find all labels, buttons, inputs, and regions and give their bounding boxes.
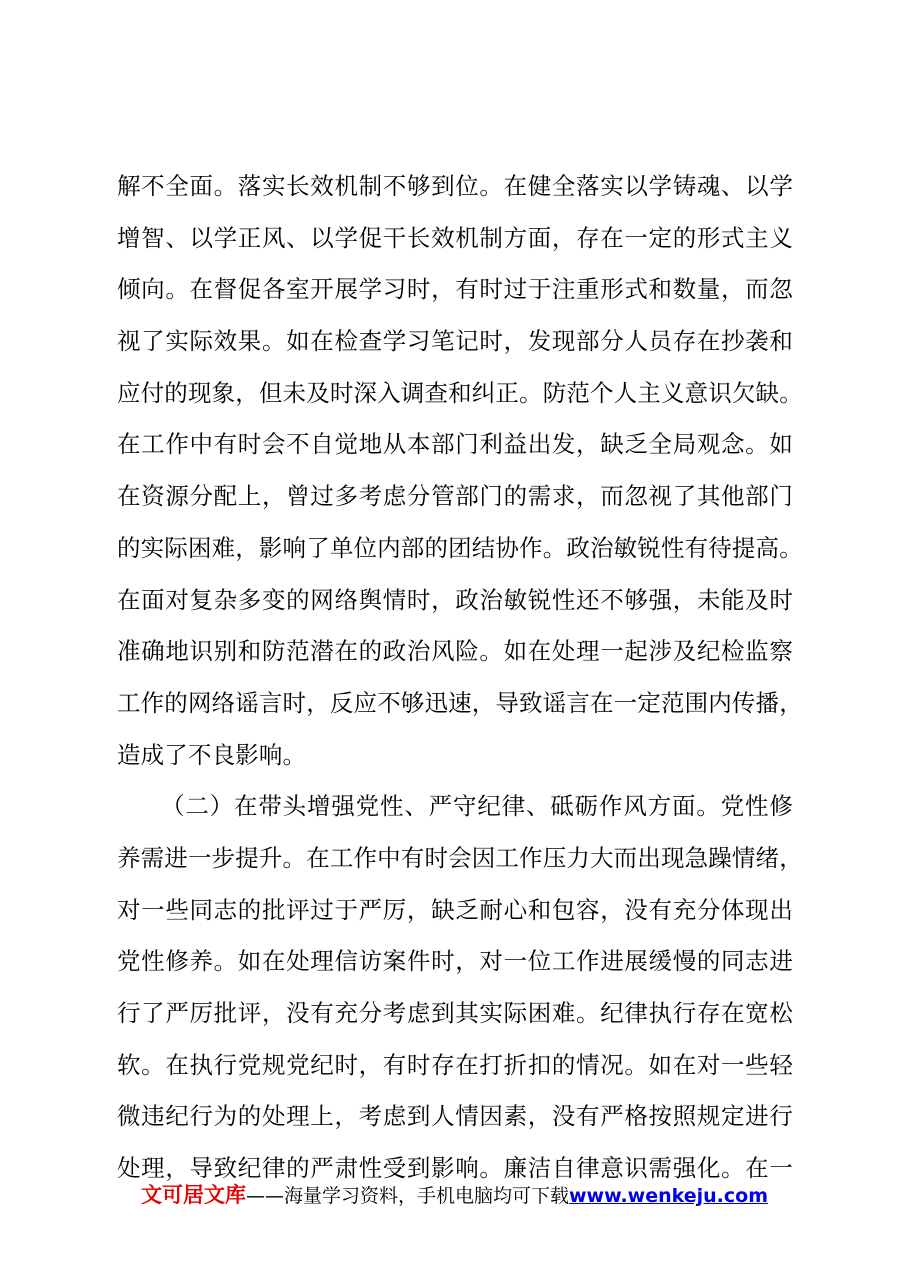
text-line: 解不全面。落实长效机制不够到位。在健全落实以学铸魂、以学 [117, 172, 793, 200]
text-line: 行了严厉批评，没有充分考虑到其实际困难。纪律执行存在宽松 [117, 999, 793, 1027]
text-line: 准确地识别和防范潜在的政治风险。如在处理一起涉及纪检监察 [117, 637, 793, 666]
section-heading-line: （二）在带头增强党性、严守纪律、砥砺作风方面。党性修 [161, 792, 793, 821]
text-line: 视了实际效果。如在检查学习笔记时，发现部分人员存在抄袭和 [117, 327, 793, 356]
text-line: 工作的网络谣言时，反应不够迅速，导致谣言在一定范围内传播， [117, 688, 803, 717]
text-line: 在面对复杂多变的网络舆情时，政治敏锐性还不够强，未能及时 [117, 585, 793, 614]
document-body [117, 161, 803, 1195]
text-line: 应付的现象，但未及时深入调查和纠正。防范个人主义意识欠缺。 [117, 378, 803, 407]
text-line: 在资源分配上，曾过多考虑分管部门的需求，而忽视了其他部门 [117, 482, 793, 511]
text-line: 倾向。在督促各室开展学习时，有时过于注重形式和数量，而忽 [117, 275, 793, 304]
footer-site-link[interactable]: www.wenkeju.com [569, 1185, 769, 1207]
text-line: 微违纪行为的处理上，考虑到人情因素，没有严格按照规定进行 [117, 1102, 793, 1131]
text-line: 党性修养。如在处理信访案件时，对一位工作进展缓慢的同志进 [117, 947, 793, 976]
footer-brand: 文可居文库 [140, 1183, 246, 1207]
text-line: 增智、以学正风、以学促干长效机制方面，存在一定的形式主义 [117, 223, 793, 252]
text-line: 的实际困难，影响了单位内部的团结协作。政治敏锐性有待提高。 [117, 533, 803, 562]
text-line: 处理，导致纪律的严肃性受到影响。廉洁自律意识需强化。在一 [117, 1154, 793, 1183]
footer-tagline: ——海量学习资料，手机电脑均可下载 [245, 1185, 569, 1207]
text-line: 在工作中有时会不自觉地从本部门利益出发，缺乏全局观念。如 [117, 430, 793, 459]
text-line: 对一些同志的批评过于严厉，缺乏耐心和包容，没有充分体现出 [117, 895, 793, 924]
page-footer [0, 1180, 909, 1211]
text-line: 养需进一步提升。在工作中有时会因工作压力大而出现急躁情绪， [117, 843, 803, 872]
text-line: 软。在执行党规党纪时，有时存在打折扣的情况。如在对一些轻 [117, 1050, 793, 1079]
text-line: 造成了不良影响。 [117, 740, 307, 769]
